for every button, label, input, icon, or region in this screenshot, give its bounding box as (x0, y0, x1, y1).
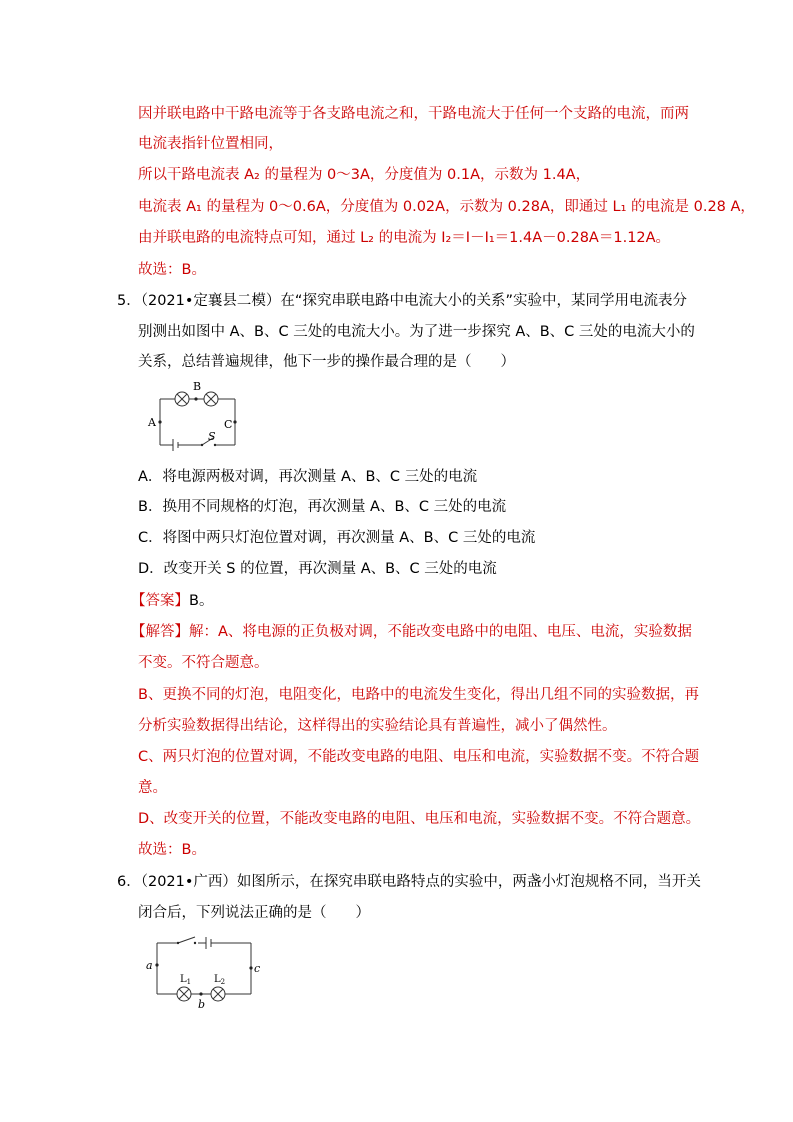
solution-line-4: 电流表 A₁ 的量程为 0～0.6A，分度值为 0.02A，示数为 0.28A，即通过 L₁ 的电流是 0.28 A， (138, 199, 755, 215)
q5-answer (131, 591, 213, 611)
q5-label-a: A (148, 416, 156, 429)
q5-stem-line-3: 关系，总结普遍规律，他下一步的操作最合理的是（ ） (138, 354, 515, 370)
svg-text:L1 (180, 974, 191, 986)
answer-value: B。 (189, 593, 214, 609)
q5-option-c: C．将图中两只灯泡位置对调，再次测量 A、B、C 三处的电流 (138, 530, 536, 546)
analysis-text: 解：A、将电源的正负极对调，不能改变电路中的电阻、电压、电流，实验数据 (189, 624, 692, 640)
q6-label-l2: L (214, 974, 221, 985)
q5-analysis-line-3: B、更换不同的灯泡，电阻变化，电路中的电流发生变化，得出几组不同的实验数据，再 (138, 687, 699, 703)
solution-line-5: 由并联电路的电流特点可知，通过 L₂ 的电流为 I₂＝I－I₁＝1.4A－0.28A＝1.12A。 (138, 230, 671, 246)
q5-circuit-diagram (140, 378, 250, 457)
answer-tag: 【答案】 (131, 593, 189, 609)
q5-analysis-line-8: 故选：B。 (138, 842, 206, 858)
q6-label-l1-sub: 1 (186, 978, 192, 986)
q5-label-s: S (208, 430, 216, 443)
q6-stem-line-2: 闭合后，下列说法正确的是（ ） (138, 905, 370, 921)
solution-line-1: 因并联电路中干路电流等于各支路电流之和，干路电流大于任何一个支路的电流，而两 (138, 106, 689, 122)
q5-analysis-line-1 (131, 622, 692, 642)
analysis-tag: 【解答】 (131, 624, 189, 640)
solution-choice: 故选：B。 (138, 262, 206, 278)
q5-label-c: C (224, 418, 233, 431)
q6-circuit-diagram (140, 928, 270, 1017)
q5-stem-line-2: 别测出如图中 A、B、C 三处的电流大小。为了进一步探究 A、B、C 三处的电流大小的 (138, 324, 695, 340)
q6-stem-line-1: 6．（2021•广西）如图所示，在探究串联电路特点的实验中，两盏小灯泡规格不同，当开关 (117, 874, 701, 890)
q6-label-l1: L (180, 974, 187, 985)
solution-line-3: 所以干路电流表 A₂ 的量程为 0～3A，分度值为 0.1A，示数为 1.4A， (138, 167, 591, 183)
q6-label-b: b (198, 998, 206, 1011)
q5-label-b: B (193, 380, 202, 393)
q5-analysis-line-4: 分析实验数据得出结论，这样得出的实验结论具有普遍性，减小了偶然性。 (138, 718, 617, 734)
q5-option-b: B．换用不同规格的灯泡，再次测量 A、B、C 三处的电流 (138, 499, 507, 515)
q6-label-a: a (146, 959, 153, 972)
q5-option-d: D．改变开关 S 的位置，再次测量 A、B、C 三处的电流 (138, 561, 497, 577)
q5-analysis-line-5: C、两只灯泡的位置对调，不能改变电路的电阻、电压和电流，实验数据不变。不符合题 (138, 749, 700, 765)
svg-text:L2 (214, 974, 225, 986)
q5-analysis-line-7: D、改变开关的位置，不能改变电路的电阻、电压和电流，实验数据不变。不符合题意。 (138, 811, 701, 827)
solution-line-2: 电流表指针位置相同， (138, 136, 283, 152)
q5-stem-line-1: 5．（2021•定襄县二模）在“探究串联电路中电流大小的关系”实验中，某同学用电流表分 (117, 293, 687, 309)
q6-label-l2-sub: 2 (220, 978, 226, 986)
q5-analysis-line-6: 意。 (138, 780, 167, 796)
q6-label-c: c (254, 962, 261, 975)
q5-option-a: A．将电源两极对调，再次测量 A、B、C 三处的电流 (138, 469, 478, 485)
q5-analysis-line-2: 不变。不符合题意。 (138, 655, 269, 671)
